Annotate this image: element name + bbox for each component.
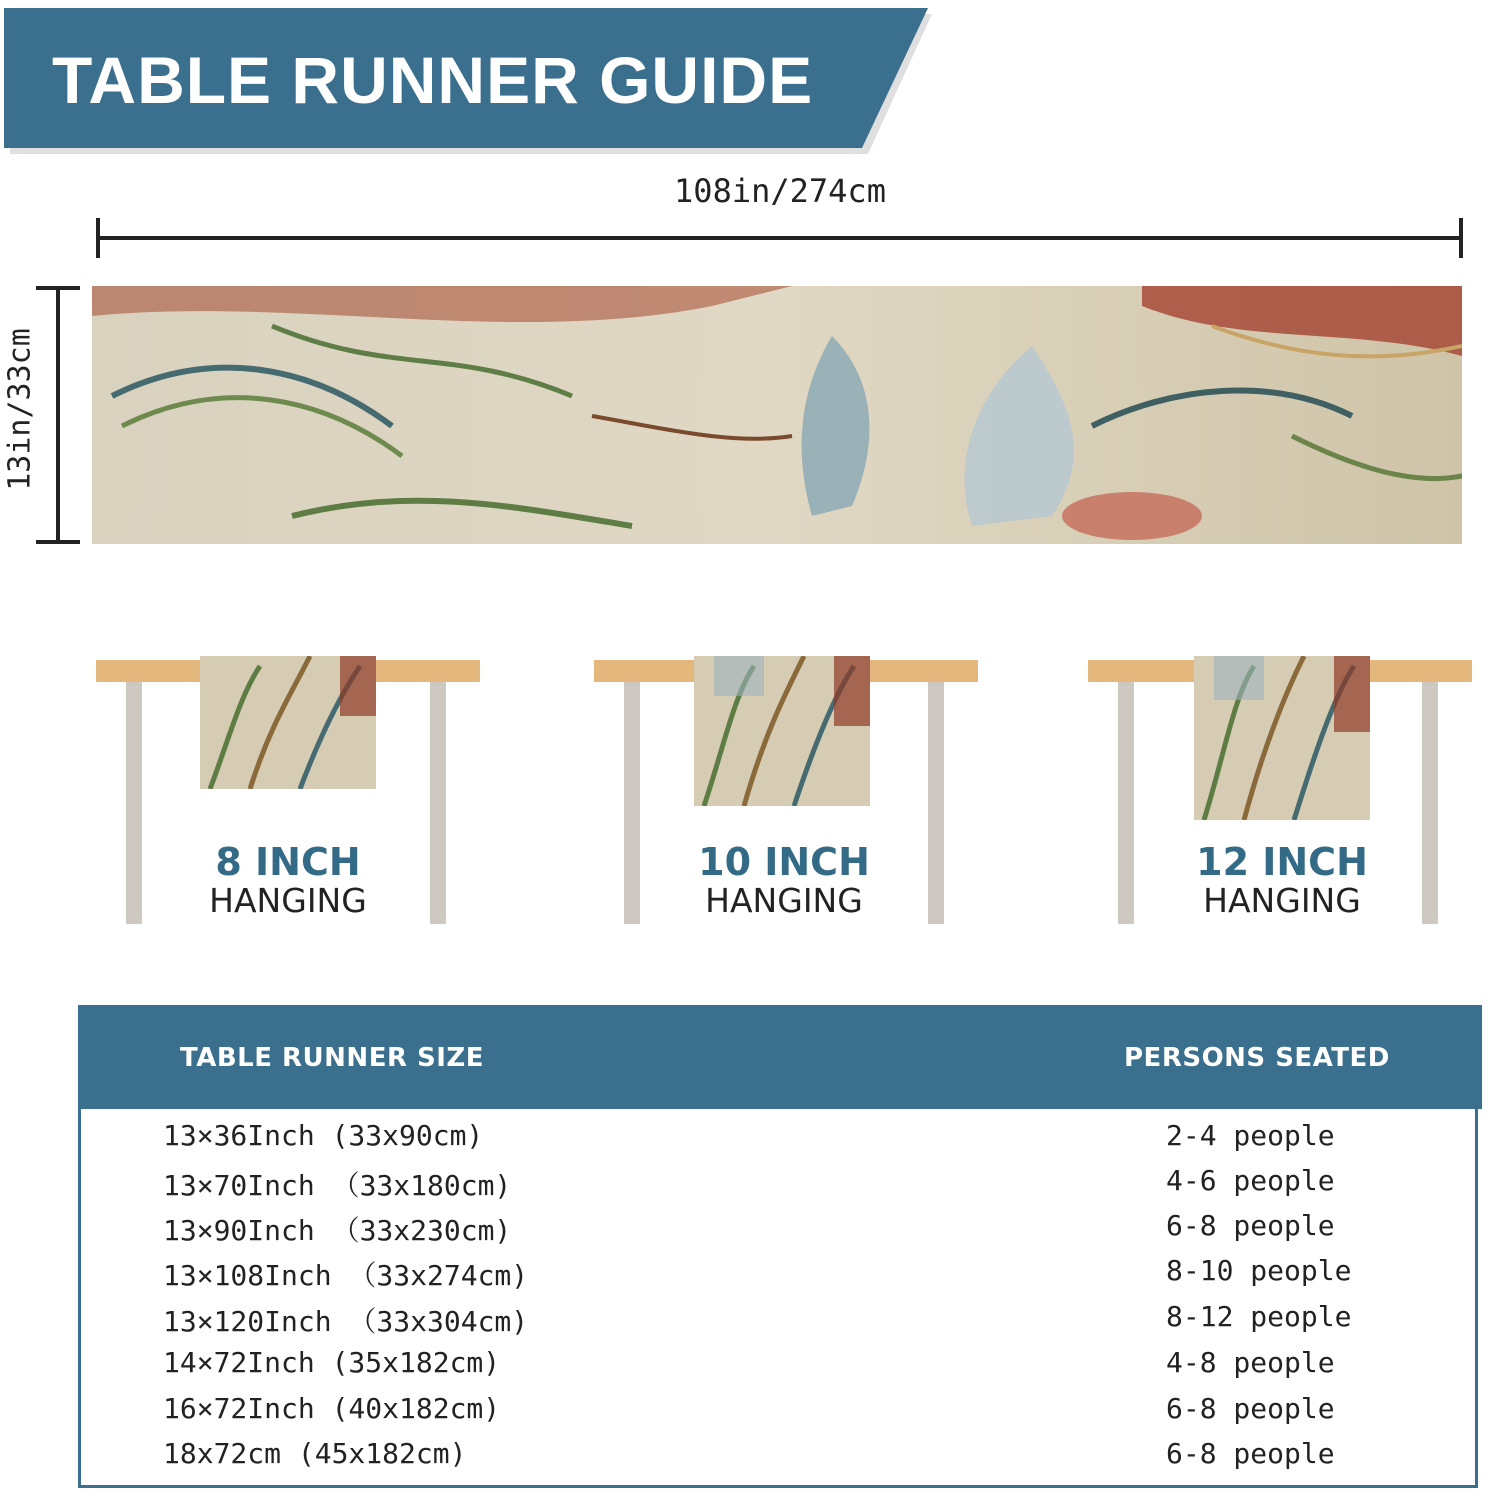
hanging-size-label: 10 INCH — [698, 840, 870, 884]
width-dimension-label: 108in/274cm — [674, 172, 886, 210]
persons-cell: 2-4 people — [1166, 1119, 1335, 1152]
size-cell: 14×72Inch (35x182cm) — [163, 1346, 501, 1379]
runner-drop — [200, 656, 376, 789]
hanging-size-label: 12 INCH — [1196, 840, 1368, 884]
table-row — [78, 1346, 1482, 1390]
size-cell: 18x72cm (45x182cm) — [163, 1437, 467, 1470]
persons-cell: 6-8 people — [1166, 1209, 1335, 1242]
persons-cell: 6-8 people — [1166, 1392, 1335, 1425]
header-persons: PERSONS SEATED — [1124, 1043, 1390, 1073]
header-size: TABLE RUNNER SIZE — [180, 1043, 485, 1073]
size-table — [78, 1005, 1482, 1492]
table-row — [78, 1119, 1482, 1163]
size-cell: 13×36Inch (33x90cm) — [163, 1119, 484, 1152]
hanging-word-label: HANGING — [705, 881, 863, 920]
runner-drop — [1194, 656, 1370, 820]
size-cell: 16×72Inch (40x182cm) — [163, 1392, 501, 1425]
size-cell: 13×70Inch （33x180cm) — [163, 1169, 512, 1202]
persons-cell: 6-8 people — [1166, 1437, 1335, 1470]
size-cell: 13×120Inch （33x304cm) — [163, 1305, 529, 1338]
hanging-diagram-12 — [1088, 656, 1472, 926]
table-row — [78, 1254, 1482, 1298]
hanging-word-label: HANGING — [209, 881, 367, 920]
hanging-word-label: HANGING — [1203, 881, 1361, 920]
hanging-diagram-8 — [96, 656, 480, 926]
table-row — [78, 1164, 1482, 1208]
hanging-diagram-10 — [594, 656, 978, 926]
persons-cell: 4-6 people — [1166, 1164, 1335, 1197]
page-title: TABLE RUNNER GUIDE — [52, 43, 814, 117]
table-row — [78, 1300, 1482, 1344]
hanging-size-label: 8 INCH — [215, 840, 361, 884]
table-runner-image — [92, 286, 1462, 544]
height-dimension-line — [34, 284, 84, 548]
persons-cell: 4-8 people — [1166, 1346, 1335, 1379]
table-row — [78, 1437, 1482, 1481]
table-row — [78, 1392, 1482, 1436]
width-dimension-line — [90, 212, 1470, 262]
size-cell: 13×108Inch （33x274cm) — [163, 1259, 529, 1292]
persons-cell: 8-10 people — [1166, 1254, 1352, 1287]
table-header — [78, 1005, 1482, 1109]
table-row — [78, 1209, 1482, 1253]
persons-cell: 8-12 people — [1166, 1300, 1352, 1333]
size-cell: 13×90Inch （33x230cm) — [163, 1214, 512, 1247]
runner-drop — [694, 656, 870, 806]
height-dimension-label: 13in/33cm — [2, 328, 38, 491]
